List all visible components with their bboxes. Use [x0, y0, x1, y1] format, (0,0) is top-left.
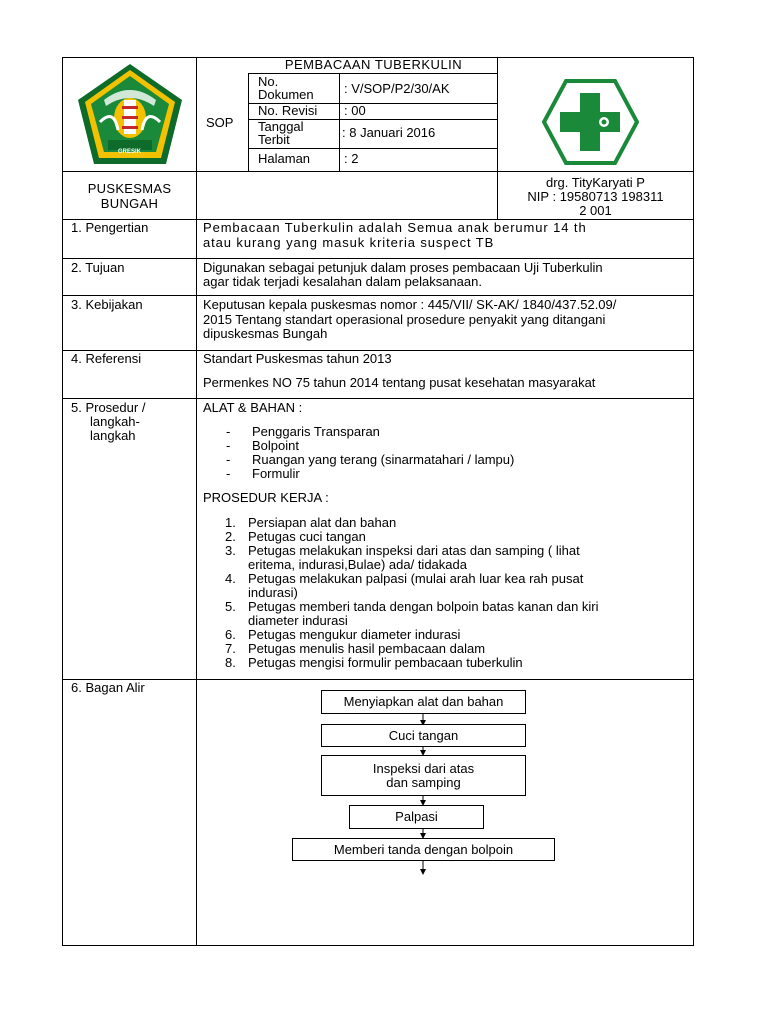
- tujuan-text-1: Digunakan sebagai petunjuk dalam proses pembacaan Uji Tuberkulin: [203, 260, 603, 275]
- label-divider: [339, 73, 340, 171]
- pengertian-text-2: atau kurang yang masuk kriteria suspect TB: [203, 235, 495, 250]
- referensi-text-1: Standart Puskesmas tahun 2013: [203, 351, 392, 366]
- header-bottom-line: [62, 171, 694, 172]
- step-item: 8. Petugas mengisi formulir pembacaan tuberkulin: [225, 655, 523, 670]
- step-item: 3. Petugas melakukan inspeksi dari atas dan samping ( lihat eritema, indurasi,Bulae) ada/ tidakada: [225, 543, 580, 572]
- org-name: PUSKESMAS BUNGAH: [87, 181, 172, 211]
- tanggal-terbit-value: : 8 Januari 2016: [342, 125, 436, 140]
- section-label-pengertian: 1. Pengertian: [71, 220, 149, 235]
- sop-label: SOP: [206, 115, 234, 130]
- tanggal-terbit-label: Tanggal Terbit: [258, 119, 304, 147]
- list-item: - Bolpoint: [226, 439, 514, 453]
- document-title: PEMBACAAN TUBERKULIN: [284, 57, 463, 72]
- flow-box-palpasi: Palpasi: [349, 805, 484, 829]
- halaman-label: Halaman: [258, 151, 311, 166]
- logo-caption: GRESIK: [118, 149, 142, 155]
- table-border-right: [693, 57, 694, 946]
- flow-box-menyiapkan: Menyiapkan alat dan bahan: [321, 690, 526, 714]
- flow-box-cuci-tangan: Cuci tangan: [321, 724, 526, 747]
- row-line-tgl: [248, 148, 498, 149]
- kebijakan-text-1: Keputusan kepala puskesmas nomor : 445/VII/ SK-AK/ 1840/437.52.09/: [203, 297, 617, 312]
- sop-divider: [248, 73, 249, 171]
- step-item: 4. Petugas melakukan palpasi (mulai arah luar kea rah pusat indurasi): [225, 571, 584, 600]
- halaman-value: : 2: [344, 151, 359, 166]
- section-label-tujuan: 2. Tujuan: [71, 260, 125, 275]
- kerja-heading: PROSEDUR KERJA :: [203, 490, 329, 505]
- flow-box-inspeksi: Inspeksi dari atas dan samping: [321, 755, 526, 796]
- flow-box-memberi-tanda: Memberi tanda dengan bolpoin: [292, 838, 555, 861]
- step-item: 6. Petugas mengukur diameter indurasi: [225, 627, 461, 642]
- row-line-1: [62, 258, 694, 259]
- step-item: 1. Persiapan alat dan bahan: [225, 515, 397, 530]
- signer-nip-line1: NIP : 19580713 198311: [527, 189, 664, 204]
- section-label-kebijakan: 3. Kebijakan: [71, 297, 143, 312]
- section-label-referensi: 4. Referensi: [71, 351, 142, 366]
- row-line-5: [62, 679, 694, 680]
- step-item: 7. Petugas menulis hasil pembacaan dalam: [225, 641, 486, 656]
- tujuan-text-2: agar tidak terjadi kesalahan dalam pelaksanaan.: [203, 274, 482, 289]
- section-label-prosedur: 5. Prosedur /: [71, 400, 146, 415]
- no-dokumen-value: : V/SOP/P2/30/AK: [344, 81, 450, 96]
- section-label-bagan: 6. Bagan Alir: [71, 680, 145, 695]
- referensi-text-2: Permenkes NO 75 tahun 2014 tentang pusat kesehatan masyarakat: [203, 375, 596, 390]
- no-revisi-label: No. Revisi: [258, 103, 318, 118]
- section-label-prosedur-2: langkah-: [90, 414, 140, 429]
- signer-nip-line2: 2 001: [579, 203, 612, 218]
- no-revisi-value: : 00: [344, 103, 366, 118]
- row-line-4: [62, 398, 694, 399]
- pengertian-text-1: Pembacaan Tuberkulin adalah Semua anak berumur 14 th: [203, 220, 587, 235]
- no-dokumen-label: No. Dokumen: [258, 74, 314, 102]
- signer-name: drg. TityKaryati P: [546, 175, 645, 190]
- list-item: - Formulir: [226, 467, 514, 481]
- row-line-2: [62, 295, 694, 296]
- section-label-prosedur-3: langkah: [90, 428, 136, 443]
- alat-list: [226, 425, 514, 481]
- alat-heading: ALAT & BAHAN :: [203, 400, 303, 415]
- kerja-steps: [203, 516, 673, 670]
- title-underline: [248, 73, 498, 74]
- table-border-bottom: [62, 945, 694, 946]
- kebijakan-text-3: dipuskesmas Bungah: [203, 326, 328, 341]
- list-item: - Penggaris Transparan: [226, 425, 514, 439]
- step-item: 2. Petugas cuci tangan: [225, 529, 366, 544]
- step-item: 5. Petugas memberi tanda dengan bolpoin batas kanan dan kiri diameter indurasi: [225, 599, 599, 628]
- regency-logo: [74, 60, 186, 168]
- col-divider-1: [196, 57, 197, 946]
- kebijakan-text-2: 2015 Tentang standart operasional prosedure penyakit yang ditangani: [203, 312, 606, 327]
- list-item: - Ruangan yang terang (sinarmatahari / lampu): [226, 453, 514, 467]
- puskesmas-logo: [542, 79, 639, 165]
